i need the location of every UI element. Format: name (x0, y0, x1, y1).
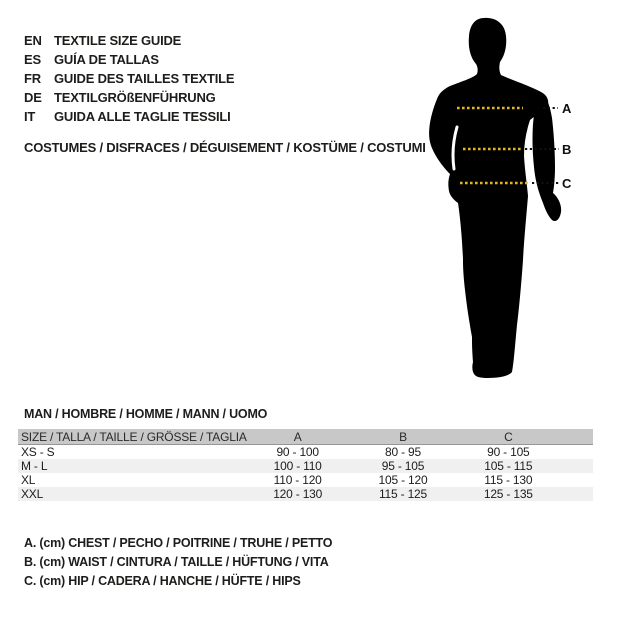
table-row-xs-s (18, 445, 593, 459)
value-cell-c: 105 - 115 (484, 459, 533, 473)
marker-c-label: C (562, 176, 572, 191)
language-code: IT (24, 109, 36, 124)
value-cell-a: 90 - 100 (276, 445, 319, 459)
size-cell: XL (21, 473, 36, 487)
value-cell-c: 115 - 130 (484, 473, 533, 487)
man-silhouette-figure (420, 15, 585, 400)
size-cell: M - L (21, 459, 48, 473)
section-title-man: MAN / HOMBRE / HOMME / MANN / UOMO (24, 407, 268, 421)
language-row-it (24, 107, 234, 126)
size-cell: XS - S (21, 445, 55, 459)
language-row-es (24, 50, 234, 69)
man-right-arm (533, 91, 562, 221)
note-waist: B. (cm) WAIST / CINTURA / TAILLE / HÜFTUNG / VITA (24, 555, 329, 569)
language-code: FR (24, 71, 41, 86)
marker-b-label: B (562, 142, 572, 157)
language-label: GUIDA ALLE TAGLIE TESSILI (54, 109, 231, 124)
language-row-en (24, 31, 234, 50)
table-header-row (18, 429, 593, 445)
value-cell-b: 80 - 95 (385, 445, 421, 459)
category-title: COSTUMES / DISFRACES / DÉGUISEMENT / KOSTÜME / COSTUMI (24, 140, 426, 155)
figure (420, 15, 585, 400)
language-row-fr (24, 69, 234, 88)
note-chest: A. (cm) CHEST / PECHO / POITRINE / TRUHE / PETTO (24, 536, 333, 550)
value-cell-c: 125 - 135 (483, 487, 533, 501)
size-cell: XXL (21, 487, 44, 501)
table-row-m-l (18, 459, 593, 473)
table-header-size-label: SIZE / TALLA / TAILLE / GRÖSSE / TAGLIA (21, 430, 247, 444)
language-label: GUIDE DES TAILLES TEXTILE (54, 71, 235, 86)
language-list (24, 31, 234, 126)
measure-notes (24, 534, 332, 591)
value-cell-b: 115 - 125 (378, 487, 427, 501)
table-header-col-c: C (504, 430, 513, 444)
value-cell-c: 90 - 105 (487, 445, 530, 459)
language-label: GUÍA DE TALLAS (54, 52, 159, 67)
value-cell-a: 110 - 120 (273, 473, 322, 487)
marker-a-label: A (562, 101, 572, 116)
language-label: TEXTILE SIZE GUIDE (54, 33, 182, 48)
value-cell-b: 95 - 105 (381, 459, 425, 473)
man-silhouette (429, 18, 548, 378)
value-cell-b: 105 - 120 (378, 473, 428, 487)
value-cell-a: 120 - 130 (273, 487, 323, 501)
language-row-de (24, 88, 234, 107)
language-code: ES (24, 52, 41, 67)
language-code: EN (24, 33, 42, 48)
value-cell-a: 100 - 110 (273, 459, 322, 473)
language-label: TEXTILGRÖßENFÜHRUNG (54, 90, 216, 105)
size-table (18, 429, 593, 501)
table-header-col-b: B (399, 430, 407, 444)
table-row-xl (18, 473, 593, 487)
note-hip: C. (cm) HIP / CADERA / HANCHE / HÜFTE / HIPS (24, 574, 301, 588)
language-code: DE (24, 90, 42, 105)
table-row-xxl (18, 487, 593, 501)
table-header-col-a: A (293, 430, 302, 444)
